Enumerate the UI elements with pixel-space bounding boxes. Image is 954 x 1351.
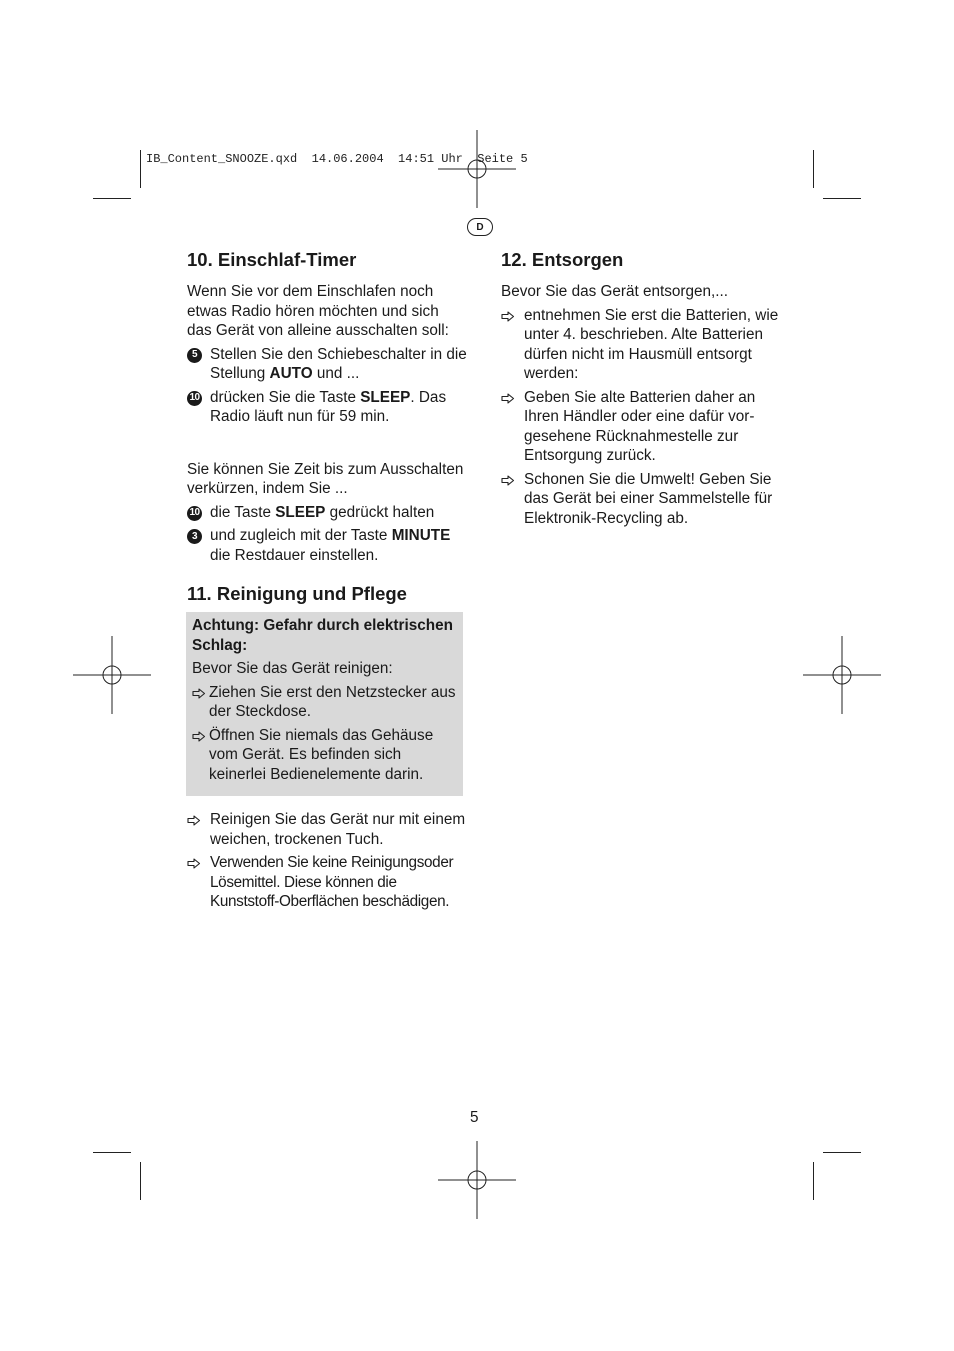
registration-mark-icon (438, 130, 516, 208)
list-item: Schonen Sie die Umwelt! Geben Sie das Gerät bei einer Sammelstelle für Elektronik-Recycling ab. (501, 470, 786, 529)
section-title-einschlaf-timer: 10. Einschlaf-Timer (187, 249, 357, 270)
warning-intro: Bevor Sie das Gerät reinigen: (192, 660, 393, 677)
list-item: Ziehen Sie erst den Netzstecker aus der Steckdose. (192, 683, 457, 722)
registration-mark-icon (803, 636, 881, 714)
crop-mark (140, 150, 141, 188)
crop-mark (823, 198, 861, 199)
right-column (501, 248, 786, 528)
list-item: 10 die Taste SLEEP gedrückt halten (187, 503, 467, 523)
arrow-right-icon (501, 311, 515, 322)
number-badge-icon: 10 (187, 391, 202, 406)
language-badge: D (467, 218, 493, 236)
list-item: entnehmen Sie erst die Batterien, wie unter 4. beschrieben. Alte Batterien dürfen nicht im Hausmüll entsorgt werden: (501, 306, 786, 384)
number-badge-icon: 10 (187, 506, 202, 521)
section-intro: Wenn Sie vor dem Einschlafen noch etwas Radio hören möchten und sich das Gerät von alleine ausschalten soll: (187, 283, 449, 339)
arrow-right-icon (192, 731, 206, 742)
warning-title: Achtung: Gefahr durch elektrischen Schlag: (192, 617, 453, 654)
crop-mark (93, 1152, 131, 1153)
crop-mark (823, 1152, 861, 1153)
crop-mark (813, 150, 814, 188)
warning-box (186, 612, 463, 796)
crop-mark (93, 198, 131, 199)
print-slug: IB_Content_SNOOZE.qxd 14.06.2004 14:51 Uhr Seite 5 (146, 152, 528, 166)
registration-mark-icon (73, 636, 151, 714)
list-item: Öffnen Sie niemals das Gehäuse vom Gerät. Es befinden sich keinerlei Bedienelemente darin. (192, 726, 457, 785)
section-intro: Bevor Sie das Gerät entsorgen,... (501, 283, 729, 300)
section-title-entsorgen: 12. Entsorgen (501, 249, 624, 270)
page-number: 5 (470, 1109, 479, 1126)
arrow-right-icon (187, 858, 201, 869)
number-badge-icon: 5 (187, 348, 202, 363)
arrow-right-icon (501, 393, 515, 404)
section-intro: Sie können Sie Zeit bis zum Ausschalten verkürzen, indem Sie ... (187, 460, 464, 497)
list-item: 3 und zugleich mit der Taste MINUTE die Restdauer einstellen. (187, 526, 467, 565)
arrow-right-icon (192, 688, 206, 699)
number-badge-icon: 3 (187, 529, 202, 544)
list-item: 5 Stellen Sie den Schiebeschalter in die Stellung AUTO und ... (187, 345, 467, 384)
crop-mark (813, 1162, 814, 1200)
crop-mark (140, 1162, 141, 1200)
section-title-reinigung: 11. Reinigung und Pflege (187, 583, 407, 604)
left-column (187, 248, 467, 912)
list-item: Verwenden Sie keine Reinigungsoder Lösemittel. Diese können die Kunststoff-Oberflächen beschädigen. (187, 853, 467, 912)
list-item: 10 drücken Sie die Taste SLEEP. Das Radio läuft nun für 59 min. (187, 388, 467, 427)
registration-mark-icon (438, 1141, 516, 1219)
list-item: Reinigen Sie das Gerät nur mit einem weichen, trockenen Tuch. (187, 810, 467, 849)
arrow-right-icon (187, 815, 201, 826)
list-item: Geben Sie alte Batterien daher an Ihren Händler oder eine dafür vorgesehene Rücknahmestelle zur Entsorgung zurück. (501, 388, 786, 466)
arrow-right-icon (501, 475, 515, 486)
